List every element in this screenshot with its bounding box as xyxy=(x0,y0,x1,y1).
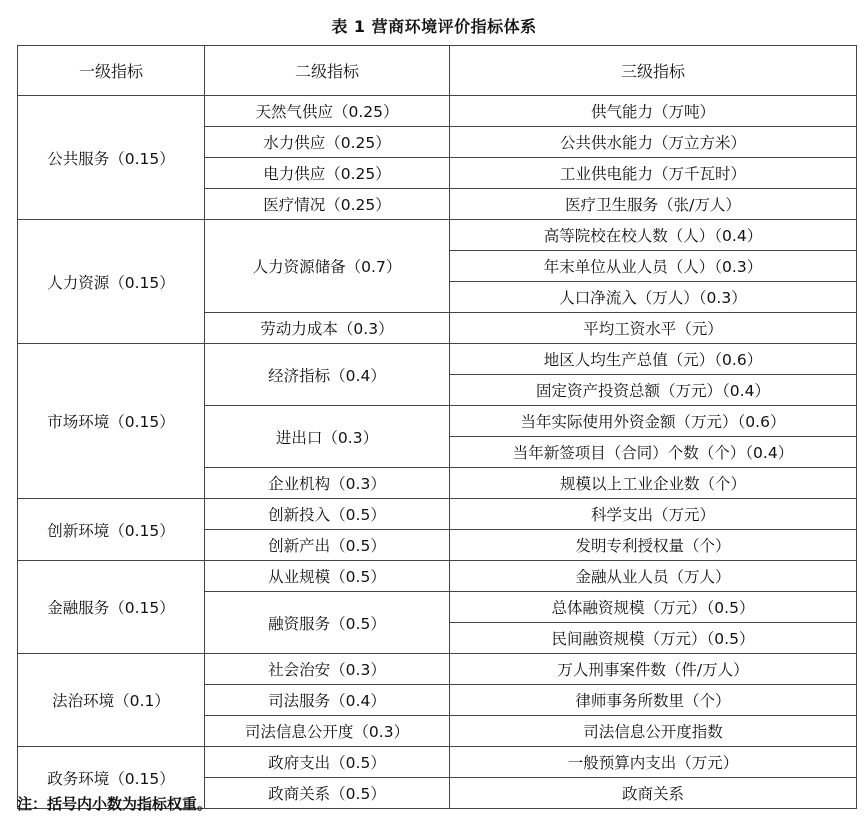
level3-cell: 供气能力（万吨） xyxy=(450,96,857,127)
header-level2: 二级指标 xyxy=(205,46,450,96)
table-row xyxy=(18,561,857,592)
level3-cell: 发明专利授权量（个） xyxy=(450,530,857,561)
header-level1: 一级指标 xyxy=(18,46,205,96)
table-row xyxy=(18,747,857,778)
level2-cell: 经济指标（0.4） xyxy=(205,344,450,406)
level2-cell: 天然气供应（0.25） xyxy=(205,96,450,127)
level2-cell: 融资服务（0.5） xyxy=(205,592,450,654)
footnote: 注：括号内小数为指标权重。 xyxy=(17,795,213,813)
level1-cell: 法治环境（0.1） xyxy=(18,654,205,747)
level3-cell: 政商关系 xyxy=(450,778,857,809)
level3-cell: 医疗卫生服务（张/万人） xyxy=(450,189,857,220)
level3-cell: 当年实际使用外资金额（万元）（0.6） xyxy=(450,406,857,437)
indicator-table xyxy=(17,45,857,809)
header-level3: 三级指标 xyxy=(450,46,857,96)
level3-cell: 规模以上工业企业数（个） xyxy=(450,468,857,499)
level3-cell: 当年新签项目（合同）个数（个）（0.4） xyxy=(450,437,857,468)
level3-cell: 高等院校在校人数（人）（0.4） xyxy=(450,220,857,251)
level2-cell: 从业规模（0.5） xyxy=(205,561,450,592)
level2-cell: 进出口（0.3） xyxy=(205,406,450,468)
level3-cell: 金融从业人员（万人） xyxy=(450,561,857,592)
level3-cell: 一般预算内支出（万元） xyxy=(450,747,857,778)
level3-cell: 年末单位从业人员（人）（0.3） xyxy=(450,251,857,282)
level2-cell: 劳动力成本（0.3） xyxy=(205,313,450,344)
level2-cell: 司法信息公开度（0.3） xyxy=(205,716,450,747)
level2-cell: 人力资源储备（0.7） xyxy=(205,220,450,313)
level2-cell: 社会治安（0.3） xyxy=(205,654,450,685)
level2-cell: 创新产出（0.5） xyxy=(205,530,450,561)
level3-cell: 固定资产投资总额（万元）（0.4） xyxy=(450,375,857,406)
level2-cell: 创新投入（0.5） xyxy=(205,499,450,530)
level3-cell: 科学支出（万元） xyxy=(450,499,857,530)
level1-cell: 金融服务（0.15） xyxy=(18,561,205,654)
level2-cell: 政商关系（0.5） xyxy=(205,778,450,809)
level1-cell: 政务环境（0.15） xyxy=(18,747,205,809)
table-row xyxy=(18,96,857,127)
level3-cell: 地区人均生产总值（元）（0.6） xyxy=(450,344,857,375)
level1-cell: 人力资源（0.15） xyxy=(18,220,205,344)
table-caption: 表 1 营商环境评价指标体系 xyxy=(331,17,537,36)
level1-cell: 创新环境（0.15） xyxy=(18,499,205,561)
level2-cell: 电力供应（0.25） xyxy=(205,158,450,189)
level2-cell: 司法服务（0.4） xyxy=(205,685,450,716)
table-row xyxy=(18,499,857,530)
level1-cell: 公共服务（0.15） xyxy=(18,96,205,220)
level3-cell: 律师事务所数里（个） xyxy=(450,685,857,716)
level3-cell: 司法信息公开度指数 xyxy=(450,716,857,747)
table-row xyxy=(18,654,857,685)
table-row xyxy=(18,344,857,375)
header-row xyxy=(18,46,857,96)
level2-cell: 水力供应（0.25） xyxy=(205,127,450,158)
table-row xyxy=(18,220,857,251)
level2-cell: 医疗情况（0.25） xyxy=(205,189,450,220)
level2-cell: 企业机构（0.3） xyxy=(205,468,450,499)
level3-cell: 公共供水能力（万立方米） xyxy=(450,127,857,158)
level3-cell: 总体融资规模（万元）（0.5） xyxy=(450,592,857,623)
level1-cell: 市场环境（0.15） xyxy=(18,344,205,499)
level3-cell: 平均工资水平（元） xyxy=(450,313,857,344)
level2-cell: 政府支出（0.5） xyxy=(205,747,450,778)
level3-cell: 工业供电能力（万千瓦时） xyxy=(450,158,857,189)
level3-cell: 民间融资规模（万元）（0.5） xyxy=(450,623,857,654)
level3-cell: 人口净流入（万人）（0.3） xyxy=(450,282,857,313)
table-body xyxy=(18,96,857,809)
level3-cell: 万人刑事案件数（件/万人） xyxy=(450,654,857,685)
